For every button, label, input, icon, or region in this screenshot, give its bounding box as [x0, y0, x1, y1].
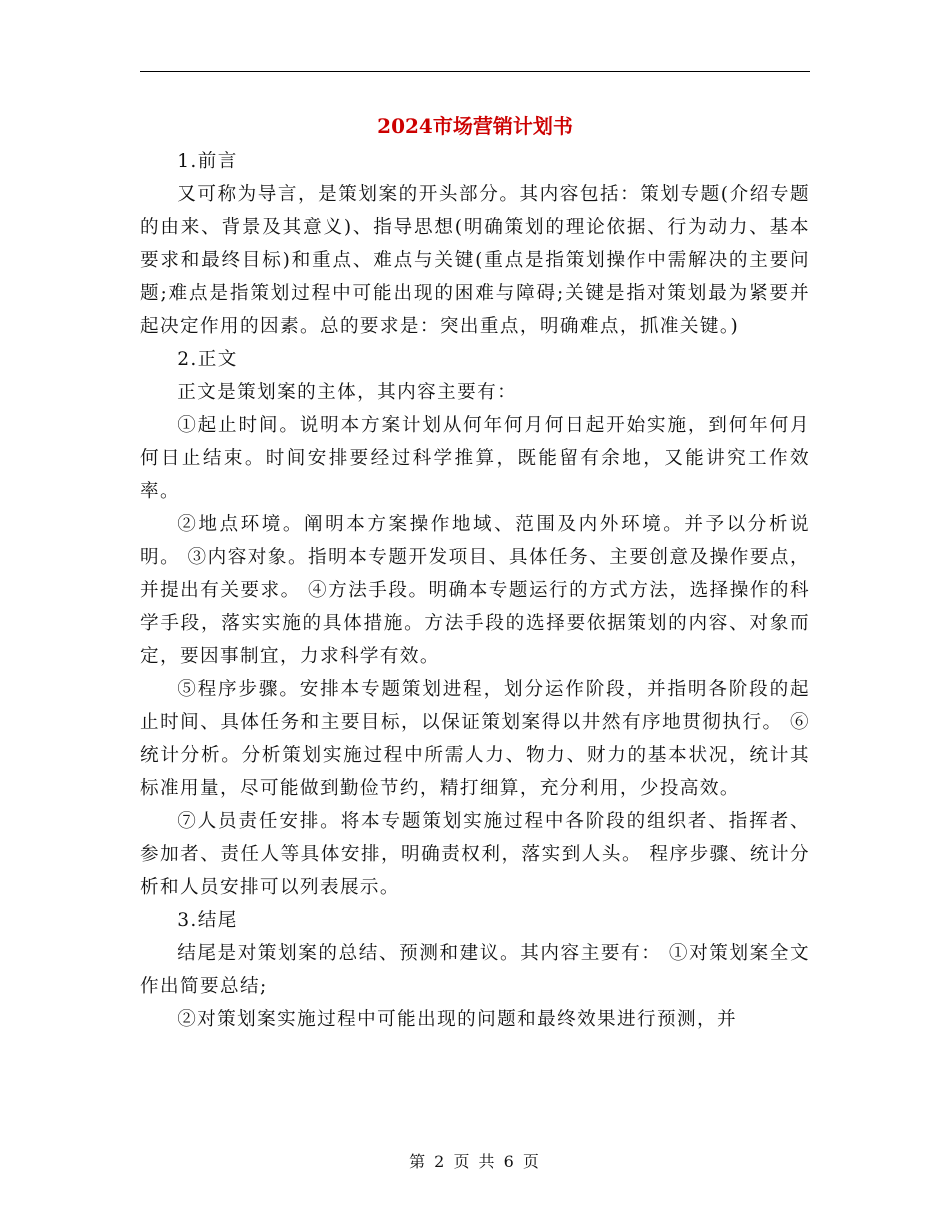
- paragraph-conclusion: 结尾是对策划案的总结、预测和建议。其内容主要有： ①对策划案全文作出简要总结;: [140, 943, 810, 997]
- document-title: 2024市场营销计划书: [377, 114, 573, 138]
- paragraph-item-7: ⑦人员责任安排。将本专题策划实施过程中各阶段的组织者、指挥者、参加者、责任人等具体安排，明确责权利，落实到人头。 程序步骤、统计分析和人员安排可以列表展示。: [140, 811, 810, 898]
- paragraph-item-1: ①起止时间。说明本方案计划从何年何月何日起开始实施，到何年何月何日止结束。时间安排要经过科学推算，既能留有余地，又能讲究工作效率。: [140, 415, 810, 502]
- paragraph-conclusion-2: ②对策划案实施过程中可能出现的问题和最终效果进行预测，并: [177, 1009, 738, 1030]
- paragraph-main-intro: 正文是策划案的主体，其内容主要有：: [177, 382, 518, 403]
- paragraph-item-2: ②地点环境。阐明本方案操作地域、范围及内外环境。并予以分析说明。 ③内容对象。指明本专题开发项目、具体任务、主要创意及操作要点，并提出有关要求。 ④方法手段。明确本专题运行的方式方法，选择操作的科学手段，落实实施的具体措施。方法手段的选择要依据策划的内容、对象而定，要因事制宜，力求科学有效。: [140, 514, 810, 667]
- heading-preface: 1.前言: [177, 151, 238, 172]
- heading-conclusion: 3.结尾: [177, 910, 238, 931]
- heading-main-text: 2.正文: [177, 349, 238, 370]
- document-body: [140, 145, 810, 1036]
- header-rule: [140, 71, 810, 72]
- paragraph-preface: 又可称为导言，是策划案的开头部分。其内容包括：策划专题(介绍专题的由来、背景及其意义)、指导思想(明确策划的理论依据、行为动力、基本要求和最终目标)和重点、难点与关键(重点是指策划操作中需解决的主要问题;难点是指策划过程中可能出现的困难与障碍;关键是指对策划最为紧要并起决定作用的因素。总的要求是：突出重点，明确难点，抓准关键。): [140, 184, 810, 337]
- page-number-footer: 第 2 页 共 6 页: [409, 1152, 541, 1171]
- paragraph-item-5: ⑤程序步骤。安排本专题策划进程，划分运作阶段，并指明各阶段的起止时间、具体任务和主要目标，以保证策划案得以井然有序地贯彻执行。 ⑥统计分析。分析策划实施过程中所需人力、物力、财力的基本状况，统计其标准用量，尽可能做到勤俭节约，精打细算，充分利用，少投高效。: [140, 679, 810, 799]
